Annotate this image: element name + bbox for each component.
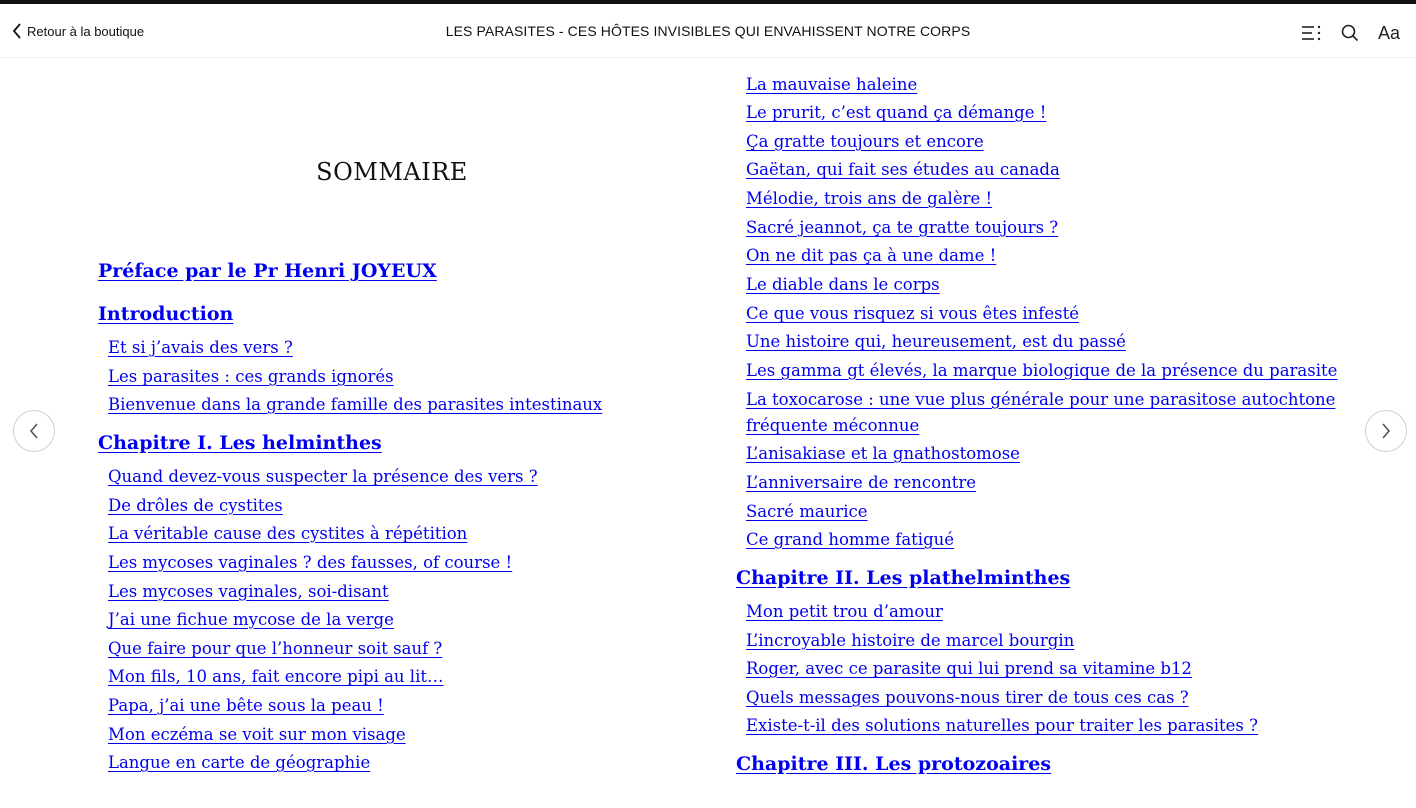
toc-link[interactable]: L’anisakiase et la gnathostomose <box>746 444 1020 463</box>
toc-link[interactable]: Roger, avec ce parasite qui lui prend sa vitamine b12 <box>746 659 1192 678</box>
toc-link[interactable]: Et si j’avais des vers ? <box>108 338 293 357</box>
toc-link[interactable]: Ce grand homme fatigué <box>746 530 955 549</box>
toc-link[interactable]: Gaëtan, qui fait ses études au canada <box>746 160 1060 179</box>
toc-heading: SOMMAIRE <box>316 158 468 186</box>
toc-link[interactable]: Existe-t-il des solutions naturelles pour traiter les parasites ? <box>746 716 1258 735</box>
chevron-right-icon <box>1380 422 1392 440</box>
toc-link[interactable]: On ne dit pas ça à une dame ! <box>746 246 997 265</box>
toc-link[interactable]: Le diable dans le corps <box>746 275 940 294</box>
toc-link-toxocarose-cont[interactable]: fréquente méconnue <box>746 416 920 435</box>
toc-link[interactable]: Le prurit, c’est quand ça démange ! <box>746 103 1047 122</box>
toc-link[interactable]: Une histoire qui, heureusement, est du passé <box>746 332 1126 351</box>
toc-link-toxocarose[interactable]: La toxocarose : une vue plus générale pour une parasitose autochtone <box>746 390 1336 409</box>
table-of-contents-button[interactable] <box>1299 21 1323 45</box>
toc-link[interactable]: Quand devez-vous suspecter la présence des vers ? <box>108 467 538 486</box>
toc-link[interactable]: Mélodie, trois ans de galère ! <box>746 189 993 208</box>
font-settings-button[interactable]: Aa <box>1377 22 1401 43</box>
toc-link[interactable]: Ça gratte toujours et encore <box>746 132 984 151</box>
back-label: Retour à la boutique <box>27 23 145 39</box>
toc-link[interactable]: De drôles de cystites <box>108 496 283 515</box>
toc-link[interactable]: J’ai une fichue mycose de la verge <box>108 610 394 629</box>
toc-link[interactable]: La mauvaise haleine <box>746 75 918 94</box>
back-to-store-button[interactable] <box>12 20 144 42</box>
toc-link[interactable]: Langue en carte de géographie <box>108 753 371 772</box>
toc-link[interactable]: Les gamma gt élevés, la marque biologique de la présence du parasite <box>746 361 1338 380</box>
next-page-button[interactable] <box>1365 410 1407 452</box>
table-of-contents-icon <box>1300 24 1322 42</box>
toc-link[interactable]: Mon eczéma se voit sur mon visage <box>108 725 406 744</box>
toc-link-chapter-1[interactable]: Chapitre I. Les helminthes <box>98 432 382 454</box>
toc-link[interactable]: Ce que vous risquez si vous êtes infesté <box>746 304 1080 323</box>
toc-link[interactable]: Quels messages pouvons-nous tirer de tous ces cas ? <box>746 688 1189 707</box>
toc-link[interactable]: Les mycoses vaginales ? des fausses, of course ! <box>108 553 513 572</box>
toc-link[interactable]: Papa, j’ai une bête sous la peau ! <box>108 696 384 715</box>
toc-link-chapter-2[interactable]: Chapitre II. Les plathelminthes <box>736 567 1071 589</box>
toc-link[interactable]: Les parasites : ces grands ignorés <box>108 367 394 386</box>
toc-link[interactable]: Que faire pour que l’honneur soit sauf ? <box>108 639 443 658</box>
toc-link[interactable]: Sacré maurice <box>746 502 868 521</box>
toc-link[interactable]: L’anniversaire de rencontre <box>746 473 977 492</box>
chevron-left-icon <box>12 23 22 39</box>
previous-page-button[interactable] <box>13 410 55 452</box>
book-title: LES PARASITES - CES HÔTES INVISIBLES QUI ENVAHISSENT NOTRE CORPS <box>445 23 971 39</box>
toc-link[interactable]: Les mycoses vaginales, soi-disant <box>108 582 389 601</box>
toc-link[interactable]: L’incroyable histoire de marcel bourgin <box>746 631 1075 650</box>
toc-link[interactable]: Sacré jeannot, ça te gratte toujours ? <box>746 218 1059 237</box>
toc-link-introduction[interactable]: Introduction <box>98 303 234 325</box>
toc-link-preface[interactable]: Préface par le Pr Henri JOYEUX <box>98 260 437 282</box>
chevron-left-icon <box>28 422 40 440</box>
toc-link[interactable]: La véritable cause des cystites à répétition <box>108 524 468 543</box>
toc-link[interactable]: Mon petit trou d’amour <box>746 602 943 621</box>
toc-link[interactable]: Mon fils, 10 ans, fait encore pipi au lit… <box>108 667 444 686</box>
toc-link[interactable]: Bienvenue dans la grande famille des parasites intestinaux <box>108 395 603 414</box>
toc-link-chapter-3[interactable]: Chapitre III. Les protozoaires <box>736 753 1052 775</box>
search-button[interactable] <box>1338 21 1362 45</box>
search-icon <box>1341 24 1359 42</box>
reader-header <box>0 4 1416 58</box>
